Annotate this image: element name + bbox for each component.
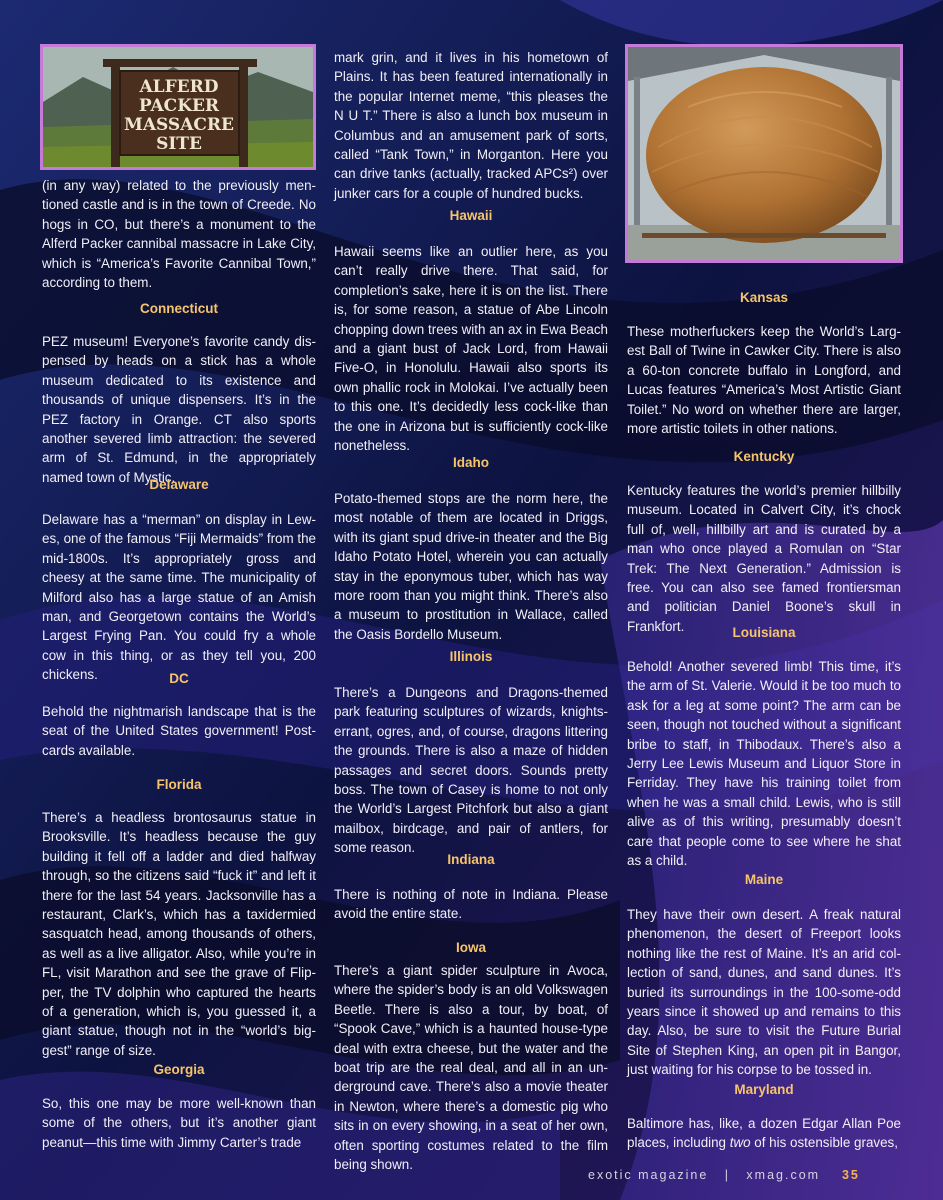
heading-louisiana: Louisiana <box>732 625 796 640</box>
heading-illinois: Illinois <box>449 649 493 664</box>
heading-hawaii: Hawaii <box>449 208 493 223</box>
footer-magazine-name: exotic magazine <box>588 1168 709 1182</box>
heading-kansas: Kansas <box>739 290 789 305</box>
kentucky-text: Kentucky features the world’s premier hillbilly museum. Located in Calvert City, it’s chock full of, well, hillbilly art and is curated by a man who once played a Romulan on “Star Trek: The Next Generation.” Admission is free. You can also see famed frontiersman and politician Daniel Boone’s skull in Frankfort. <box>627 483 901 634</box>
heading-dc: DC <box>169 671 189 686</box>
indiana-text: There is nothing of note in Indiana. Please avoid the entire state. <box>334 887 608 922</box>
heading-idaho: Idaho <box>453 455 489 470</box>
maine-text: They have their own desert. A freak natural phenomenon, the desert of Freeport looks nothing like the rest of Maine. It’s an arid collection of sand, dunes, and sand dunes. It’s buried its surroundings in the 100-some-odd years since it showed up and remains to this day. Also, be sure to visit the Future Burial Site of Stephen King, an open pit in Bangor, just waiting for his corpse to be tossed in. <box>627 907 901 1078</box>
sign-line-2: PACKER <box>138 96 220 116</box>
svg-text:SITE <box>156 134 202 154</box>
page-footer <box>588 1168 908 1182</box>
alferd-packer-sign-image <box>43 47 313 167</box>
heading-delaware: Delaware <box>149 477 209 492</box>
svg-text:MASSACRE <box>124 115 234 135</box>
svg-text:ALFERD <box>138 77 218 97</box>
footer-site-link[interactable]: xmag.com <box>746 1168 821 1182</box>
georgia-text: So, this one may be more well-known than some of the others, but it’s another giant peanut—this time with Jimmy Carter’s trade <box>42 1096 316 1150</box>
heading-kentucky: Kentucky <box>733 449 795 464</box>
sign-line-1: ALFERD <box>139 77 219 97</box>
sign-line-4: SITE <box>156 134 202 154</box>
georgia-text-cont: mark grin, and it lives in his hometown of Plains. It has been featured internationally in the popular Internet meme, “this pleases the N U T.” There is also a lunch box museum in Columbus and an amusement park of sorts, called “Tank Town,” in Morganton. Here you can drive tanks (actually, tracked APCs²) over junker cars for a couple of hundred bucks. <box>334 50 608 201</box>
heading-connecticut: Connecticut <box>139 301 218 316</box>
svg-text:PACKER <box>139 96 220 116</box>
iowa-text: There’s a giant spider sculpture in Avoca, where the spider’s body is an old Volkswagen Beetle. There is also a tour, by boat, of “Spook Cave,” which is a haunted house-type deal with extra cheese, but the water and the boat trip are the real deal, and all in an underground cave. There’s also a movie theater in Newton, where there’s a domestic pig who sits in on every showing, in a seat of her own, often sporting costumes related to the film being shown. <box>334 963 608 1173</box>
heading-indiana: Indiana <box>447 852 495 867</box>
hawaii-text: Hawaii seems like an outlier here, as you can’t really drive there. That said, for completion’s sake, here it is on the list. There is, for some reason, a statue of Abe Lincoln chopping down trees with an ax in Ewa Beach and a giant bust of Jack Lord, from Hawaii Five-O, in Honolulu. Hawaii also sports its own phallic rock in Molokai. I’ve actually been to this one. It’s decidedly less cock-like than the one in Arizona but is sufficiently cock-like nonetheless. <box>334 244 608 454</box>
florida-text: There’s a headless brontosaurus statue in Brooksville. It’s headless because the guy building it fell off a ladder and died halfway through, so the citizens said “fuck it” and left it there for the last 54 years. Jacksonville has a restaurant, Clark’s, which has a taxidermied sasquatch head, among thousands of others, as well as a live alligator. Also, while you’re in FL, visit Marathon and see the grave of Flipper, the TV dolphin who captured the hearts of a generation, which is, you guessed it, a giant statue, though not in the “world’s biggest” range of size. <box>42 810 316 1058</box>
heading-georgia: Georgia <box>153 1062 205 1077</box>
heading-maryland: Maryland <box>734 1082 794 1097</box>
sign-line-3: MASSACRE <box>124 115 234 135</box>
heading-iowa: Iowa <box>455 940 486 955</box>
delaware-text: Delaware has a “merman” on display in Lewes, one of the famous “Fiji Mermaids” from the mid-1800s. It’s appropriately gross and cheesy at the same time. The municipality of Milford also has a large statue of an Amish man, and Georgetown contains the World’s Largest Frying Pan. You could fry a whole cow in this thing, or as they tell you, 200 chickens. <box>42 512 316 683</box>
dc-text: Behold the nightmarish landscape that is the seat of the United States government! Postcards available. <box>42 704 316 758</box>
illinois-text: There’s a Dungeons and Dragons-themed park featuring sculptures of wizards, knights-errant, ogres, and, of course, dragons littering the grounds. There is also a maze of hidden passages and secret doors. Sounds pretty boss. The town of Casey is home to not only the World’s Largest Pitchfork but also a giant mailbox, birdcage, and pair of antlers, for some reason. <box>334 685 608 856</box>
idaho-text: Potato-themed stops are the norm here, the most notable of them are located in Driggs, with its giant spud drive-in theater and the Big Idaho Potato Hotel, wherein you can actually stay in the eponymous tuber, which has way more room than you might think. There’s also a museum to prostitution in Wallace, called the Oasis Bordello Museum. <box>334 491 608 642</box>
maryland-text: Baltimore has, like, a dozen Edgar Allan Poe places, including two of his ostensible graves, <box>627 1116 901 1151</box>
alferd-packer-photo <box>40 44 316 170</box>
ball-of-twine-image <box>628 47 900 260</box>
footer-separator: | <box>724 1168 730 1182</box>
louisiana-text: Behold! Another severed limb! This time, it’s the arm of St. Valerie. Would it be too much to ask for a leg at some point? The arm can be seen, though not touched without a significant bribe to staff, in Thibodaux. There’s also a Jerry Lee Lewis Museum and Liquor Store in Ferriday. They have his training toilet from when he was a small child. Lewis, who is still alive as of this writing, presumably doesn’t care that people come to see where he shat as a child. <box>627 659 901 869</box>
kansas-text: These motherfuckers keep the World’s Largest Ball of Twine in Cawker City. There is also a 60-ton concrete buffalo in Longford, and Lucas features “America’s Most Artistic Giant Toilet.” No word on whether there are larger, more artistic toilets in other nations. <box>627 324 901 437</box>
page-number: 35 <box>841 1168 860 1182</box>
heading-maine: Maine <box>744 872 784 887</box>
ball-of-twine-photo <box>625 44 903 263</box>
heading-florida: Florida <box>156 777 202 792</box>
colorado-text-end: (in any way) related to the previously mentioned castle and is in the town of Creede. No hogs in CO, but there’s a monument to the Alferd Packer cannibal massacre in Lake City, which is “America’s Favorite Cannibal Town,” according to them. <box>42 178 316 291</box>
connecticut-text: PEZ museum! Everyone’s favorite candy dispensed by heads on a stick has a whole museum dedicated to its existence and thousands of unique dispensers. It’s in the PEZ factory in Orange. CT also sports another severed limb attraction: the severed arm of St. Edmund, in the appropriately named town of Mystic. <box>42 334 316 485</box>
